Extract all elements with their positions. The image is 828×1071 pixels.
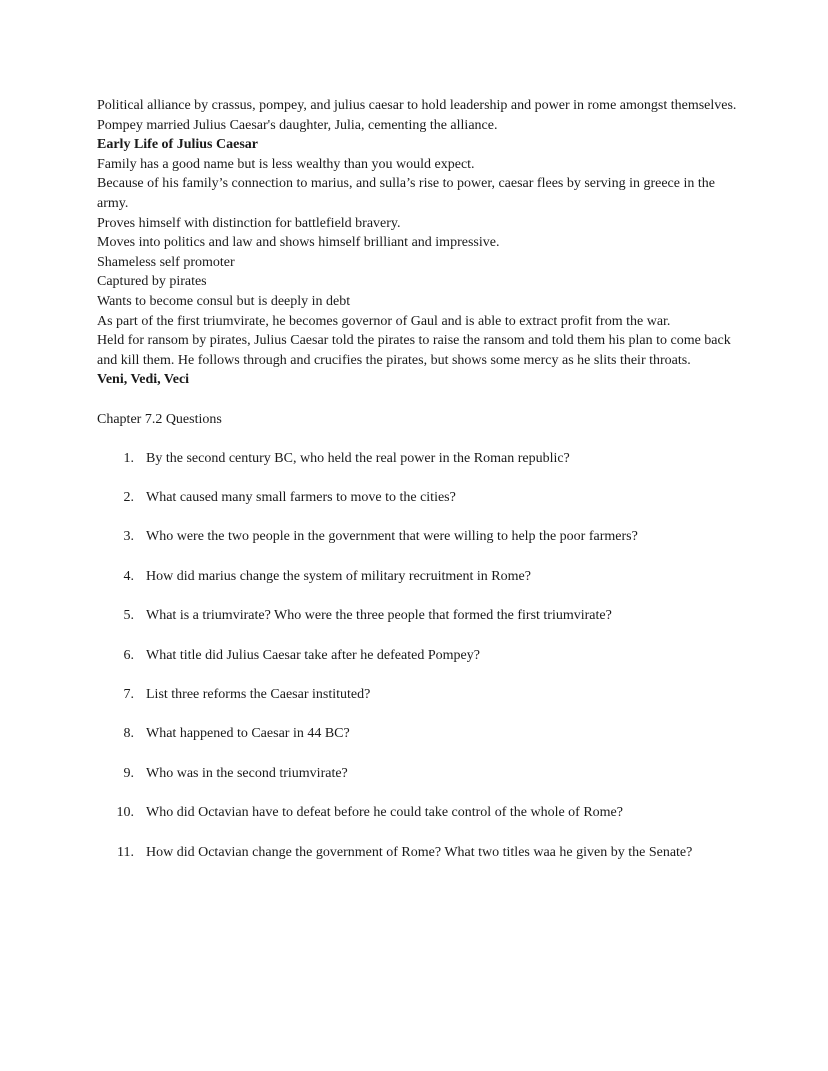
question-text: How did marius change the system of military recruitment in Rome? <box>146 568 531 584</box>
note-line: Because of his family’s connection to marius, and sulla’s rise to power, caesar flees by serving in greece in the army. <box>97 176 715 211</box>
notes-section <box>97 96 737 390</box>
question-item <box>97 724 737 744</box>
question-number: 10. <box>116 805 134 821</box>
question-item <box>97 685 737 705</box>
question-text: Who did Octavian have to defeat before he could take control of the whole of Rome? <box>146 805 623 821</box>
question-number: 6. <box>123 647 134 663</box>
question-item <box>97 488 737 508</box>
question-text: Who were the two people in the government that were willing to help the poor farmers? <box>146 529 638 545</box>
question-item <box>97 567 737 587</box>
question-number: 3. <box>123 529 134 545</box>
chapter-title: Chapter 7.2 Questions <box>97 411 222 427</box>
question-item <box>97 803 737 823</box>
note-line: Held for ransom by pirates, Julius Caesar told the pirates to raise the ransom and told them his plan to come back and kill them. He follows through and crucifies the pirates, but shows some mercy as he slits their throats. <box>97 333 731 368</box>
questions-list <box>97 449 737 863</box>
question-number: 8. <box>123 726 134 742</box>
note-line: Political alliance by crassus, pompey, and julius caesar to hold leadership and power in rome amongst themselves. <box>97 98 737 113</box>
question-item <box>97 843 737 863</box>
note-line: Captured by pirates <box>97 274 207 290</box>
section-heading: Early Life of Julius Caesar <box>97 137 258 153</box>
question-item <box>97 764 737 784</box>
section-heading: Veni, Vedi, Veci <box>97 372 190 388</box>
question-number: 7. <box>123 687 134 703</box>
question-text: List three reforms the Caesar instituted? <box>146 687 371 703</box>
question-item <box>97 606 737 626</box>
question-number: 1. <box>123 450 134 466</box>
question-number: 9. <box>123 765 134 781</box>
note-line: Shameless self promoter <box>97 254 235 270</box>
question-item <box>97 527 737 547</box>
question-item <box>97 646 737 666</box>
question-text: By the second century BC, who held the real power in the Roman republic? <box>146 450 570 466</box>
note-line: Family has a good name but is less wealthy than you would expect. <box>97 156 475 172</box>
question-number: 5. <box>123 608 134 624</box>
question-text: What happened to Caesar in 44 BC? <box>146 726 350 742</box>
note-line: Wants to become consul but is deeply in debt <box>97 293 351 309</box>
question-number: 11. <box>117 844 134 860</box>
question-number: 2. <box>123 490 134 506</box>
question-text: What caused many small farmers to move to the cities? <box>146 490 456 506</box>
question-number: 4. <box>123 568 134 584</box>
document-page <box>97 96 737 882</box>
note-line: As part of the first triumvirate, he becomes governor of Gaul and is able to extract profit from the war. <box>97 313 671 329</box>
question-text: What is a triumvirate? Who were the three people that formed the first triumvirate? <box>146 608 612 624</box>
question-text: How did Octavian change the government of Rome? What two titles waa he given by the Senate? <box>146 844 693 860</box>
note-line: Proves himself with distinction for battlefield bravery. <box>97 215 401 231</box>
question-text: What title did Julius Caesar take after he defeated Pompey? <box>146 647 480 663</box>
note-line: Moves into politics and law and shows himself brilliant and impressive. <box>97 235 500 251</box>
note-line: Pompey married Julius Caesar's daughter, Julia, cementing the alliance. <box>97 117 498 133</box>
question-item <box>97 449 737 469</box>
question-text: Who was in the second triumvirate? <box>146 765 348 781</box>
